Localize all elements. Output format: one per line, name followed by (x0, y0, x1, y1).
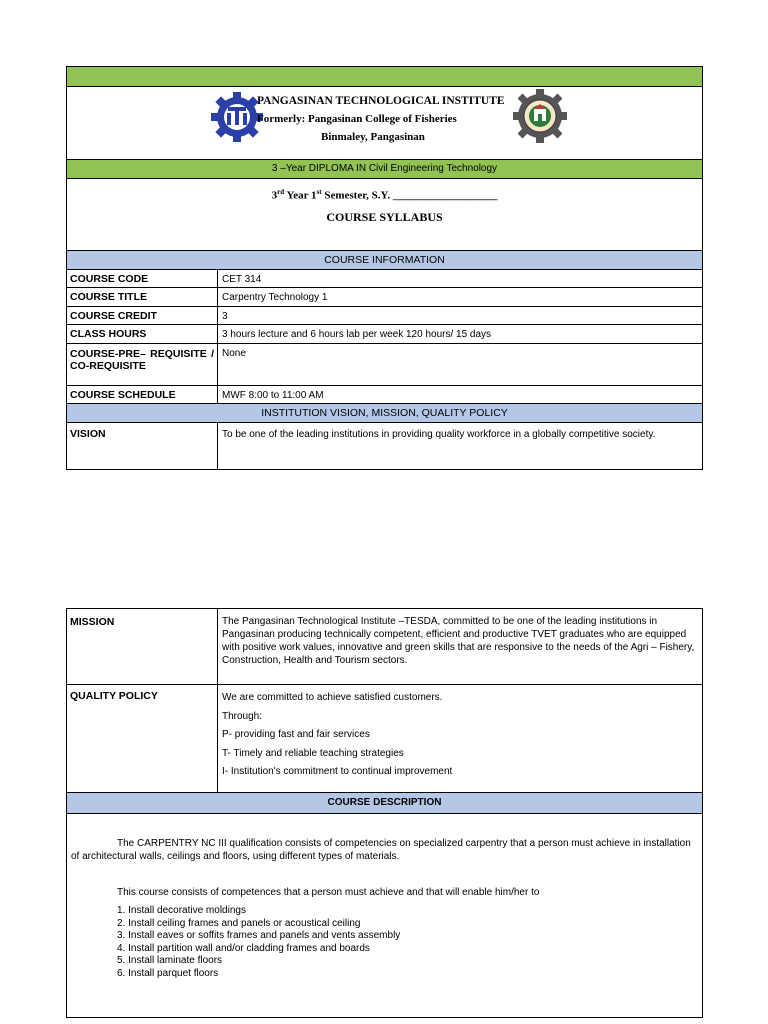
mission-text: The Pangasinan Technological Institute –TESDA, committed to be one of the leading institutions in Pangasinan producing technically competent, efficient and productive TVET graduates who are equipped with positive work values, innovative and green skills that are responsive to the needs of the Agri – Fishery, Construction, Health and Tourism sectors. (222, 616, 695, 666)
quality-policy-row (67, 685, 702, 793)
competency-list (117, 905, 400, 980)
course-information-heading (67, 251, 702, 270)
quality-line: We are committed to achieve satisfied customers. (222, 692, 443, 703)
course-description-body (67, 814, 702, 1017)
list-item: 1. Install decorative moldings (117, 905, 246, 916)
course-schedule-label: COURSE SCHEDULE (67, 386, 218, 403)
description-paragraph-2: This course consists of competences that a person must achieve and that will enable him/her to (117, 887, 540, 898)
quality-line: Through: (222, 710, 263, 722)
quality-line: I- Institution's commitment to continual improvement (222, 766, 453, 777)
course-title-row (67, 288, 702, 307)
course-code-row (67, 270, 702, 288)
semester-year-suffix: rd (277, 188, 285, 196)
course-credit-label: COURSE CREDIT (67, 307, 218, 324)
vision-row (67, 423, 702, 469)
mission-row (67, 609, 702, 685)
syllabus-continuation-table (66, 608, 703, 1018)
prerequisite-label: COURSE-PRE– REQUISITE / CO-REQUISITE (67, 344, 218, 385)
syllabus-header-table (66, 66, 703, 470)
list-item: 6. Install parquet floors (117, 967, 219, 979)
course-schedule-value: MWF 8:00 to 11:00 AM (222, 390, 324, 401)
course-description-label: COURSE DESCRIPTION (327, 797, 442, 808)
quality-line: P- providing fast and fair services (222, 729, 370, 740)
institute-seal-logo-icon (513, 89, 567, 143)
semester-sem-text: Semester, S.Y. ___________________ (321, 189, 498, 202)
list-item: 5. Install laminate floors (117, 955, 223, 966)
class-hours-label: CLASS HOURS (67, 325, 218, 343)
prerequisite-row (67, 344, 702, 386)
class-hours-row (67, 325, 702, 344)
vision-label: VISION (67, 423, 218, 469)
class-hours-value: 3 hours lecture and 6 hours lab per week 120 hours/ 15 days (222, 329, 492, 340)
list-item: 3. Install eaves or soffits frames and panels and vents assembly (117, 930, 401, 941)
top-green-bar (67, 67, 702, 87)
institution-heading-label: INSTITUTION VISION, MISSION, QUALITY POLICY (261, 407, 508, 419)
vision-text: To be one of the leading institutions in providing quality workforce in a globally competitive society. (222, 429, 656, 440)
quality-policy-text (218, 685, 702, 785)
course-description-heading (67, 793, 702, 814)
semester-line (67, 179, 702, 202)
course-credit-row (67, 307, 702, 325)
description-paragraph-1: The CARPENTRY NC III qualification consists of competencies on specialized carpentry that a person must achieve in installation of architectural walls, ceilings and floors, using different types of materials. (71, 838, 691, 862)
mission-label: MISSION (67, 609, 218, 684)
prerequisite-value: None (222, 348, 246, 359)
syllabus-title-block (67, 179, 702, 251)
list-item: 4. Install partition wall and/or cladding frames and boards (117, 942, 370, 954)
formerly-name: Formerly: Pangasinan College of Fisheries (257, 113, 457, 125)
course-credit-value: 3 (222, 311, 228, 322)
course-information-label: COURSE INFORMATION (324, 254, 445, 266)
quality-line: T- Timely and reliable teaching strategies (222, 747, 404, 759)
course-code-label: COURSE CODE (67, 270, 218, 287)
semester-year-number: 3 (271, 189, 278, 202)
semester-sem-suffix: st (316, 188, 322, 196)
institution-heading (67, 404, 702, 423)
course-title-label: COURSE TITLE (67, 288, 218, 306)
institute-location: Binmaley, Pangasinan (321, 131, 425, 143)
list-item: 2. Install ceiling frames and panels or acoustical ceiling (117, 917, 361, 929)
institute-name: PANGASINAN TECHNOLOGICAL INSTITUTE (257, 95, 505, 107)
program-title: 3 –Year DIPLOMA IN Civil Engineering Technology (271, 163, 498, 174)
course-schedule-row (67, 386, 702, 404)
course-syllabus-title: COURSE SYLLABUS (326, 209, 443, 224)
institution-header (67, 87, 702, 160)
quality-policy-label: QUALITY POLICY (67, 685, 218, 792)
semester-year-text: Year 1 (284, 189, 317, 202)
program-bar (67, 160, 702, 179)
course-code-value: CET 314 (222, 274, 262, 285)
course-title-value: Carpentry Technology 1 (222, 292, 328, 303)
